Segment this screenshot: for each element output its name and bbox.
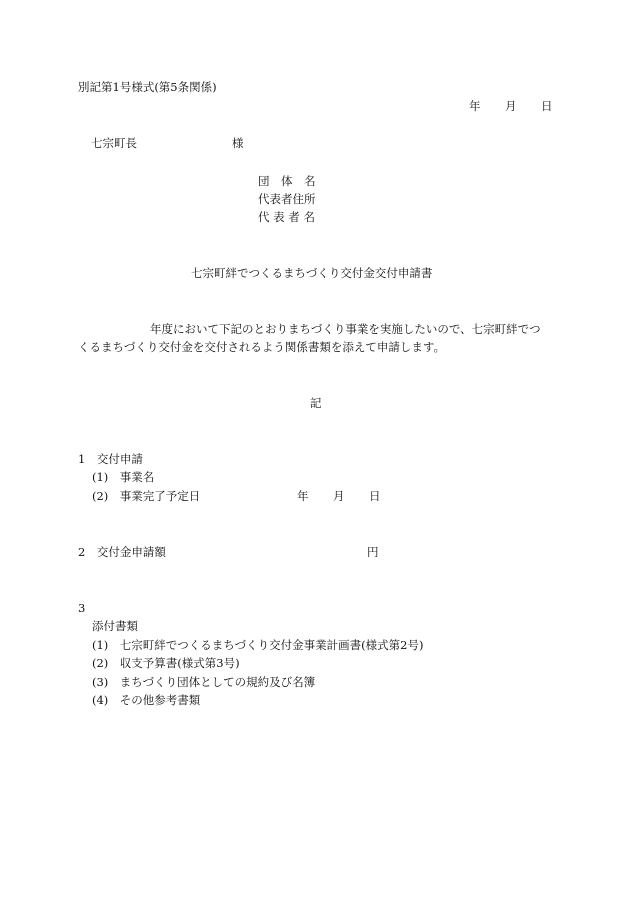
attachment-item-3: (3) まちづくり団体としての規約及び名簿 [92, 675, 316, 689]
attachment-item-1: (1) 七宗町絆でつくるまちづくり交付金事業計画書(様式第2号) [92, 638, 424, 652]
ki-heading: 記 [310, 396, 322, 410]
addressee-honorific: 様 [232, 136, 244, 150]
addressee-name: 七宗町長 [91, 136, 137, 150]
section3-number: 3 [78, 601, 86, 615]
date-month: 月 [505, 99, 517, 113]
date-year: 年 [469, 99, 481, 113]
section2-heading: 2 交付金申請額 [78, 545, 166, 559]
form-label: 別記第1号様式(第5条関係) [78, 80, 217, 94]
document-title: 七宗町絆でつくるまちづくり交付金交付申請書 [191, 266, 433, 280]
completion-day: 日 [369, 489, 381, 503]
section2-unit: 円 [367, 545, 379, 559]
body-line-1: 年度において下記のとおりまちづくり事業を実施したいので、七宗町絆でつ [150, 322, 541, 336]
date-day: 日 [541, 99, 553, 113]
applicant-group-name: 団 体 名 [258, 174, 316, 188]
section1-heading: 1 交付申請 [78, 452, 143, 466]
applicant-rep-address: 代表者住所 [258, 192, 316, 206]
section1-item-2: (2) 事業完了予定日 [92, 489, 201, 503]
completion-month: 月 [333, 489, 345, 503]
body-line-2: くるまちづくり交付金を交付されるよう関係書類を添えて申請します。 [78, 340, 445, 354]
section1-item-1: (1) 事業名 [92, 470, 155, 484]
applicant-rep-name: 代 表 者 名 [258, 210, 315, 224]
attachment-item-2: (2) 収支予算書(様式第3号) [92, 656, 240, 670]
attachment-item-4: (4) その他参考書類 [92, 693, 201, 707]
completion-year: 年 [297, 489, 309, 503]
section3-heading: 添付書類 [92, 619, 138, 633]
